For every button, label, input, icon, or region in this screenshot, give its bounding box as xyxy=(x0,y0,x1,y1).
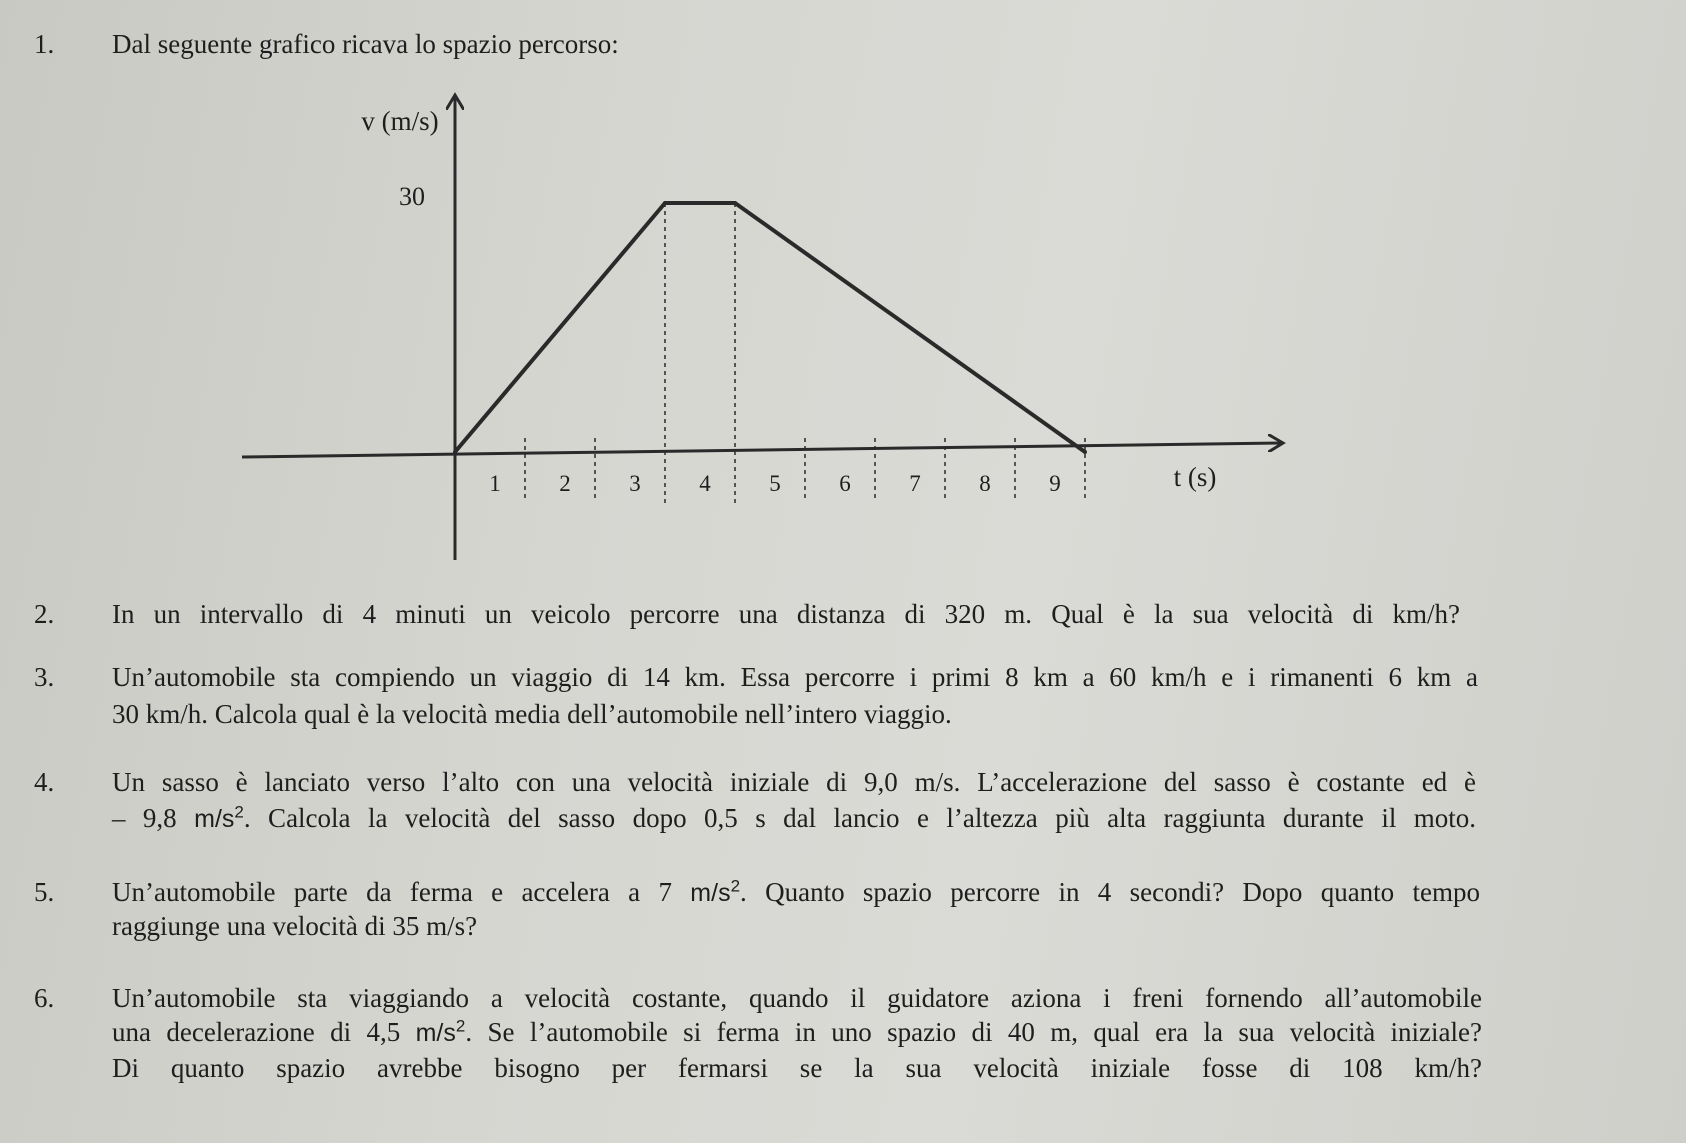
series-point-t4 xyxy=(733,201,737,205)
exercise-6-dec-unit: $m/s^2$ xyxy=(415,1016,466,1047)
y-tick-label-30: 30 xyxy=(399,182,425,211)
exercise-5-line-2: raggiunge una velocità di 35 m/s? xyxy=(112,911,478,941)
series-point-t0 xyxy=(453,450,457,454)
exercise-2-text: In un intervallo di 4 minuti un veicolo percorre una distanza di 320 m. Qual è la sua velocità di km/h? xyxy=(112,599,1460,629)
exercise-4-acc-unit: $m/s^2$ xyxy=(194,802,244,833)
exercise-1-number: 1. xyxy=(34,29,55,59)
exercise-3-number: 3. xyxy=(34,662,55,692)
x-tick-label-3: 3 xyxy=(629,471,641,496)
series-point-t9 xyxy=(1083,450,1087,454)
exercise-5-line-1-start: Un’automobile parte da ferma e accelera a 7 xyxy=(112,877,672,907)
x-tick-label-9: 9 xyxy=(1049,471,1061,496)
exercise-6-dec-value: una decelerazione di 4,5 xyxy=(112,1017,401,1047)
exercise-5-acc-unit: $m/s^2$ xyxy=(690,876,741,907)
series-point-t3 xyxy=(663,201,667,205)
exercise-6-line-3: Di quanto spazio avrebbe bisogno per fermarsi se la sua velocità iniziale fosse di 108 km/h? xyxy=(112,1053,1482,1083)
exercise-6-number: 6. xyxy=(34,983,55,1013)
x-tick-label-8: 8 xyxy=(979,471,991,496)
exercise-3-line-1: Un’automobile sta compiendo un viaggio di 14 km. Essa percorre i primi 8 km a 60 km/h e i rimanenti 6 km a xyxy=(112,662,1478,692)
exercise-5-line-1-rest: . Quanto spazio percorre in 4 secondi? Dopo quanto tempo xyxy=(740,877,1480,907)
exercise-5-number: 5. xyxy=(34,877,55,907)
exercise-5-line-1 xyxy=(112,874,1480,911)
exercise-4-line-2 xyxy=(112,800,1476,837)
exercise-4-line-2-rest: . Calcola la velocità del sasso dopo 0,5 s dal lancio e l’altezza più alta raggiunta durante il moto. xyxy=(243,803,1477,833)
exercise-4-line-1: Un sasso è lanciato verso l’alto con una velocità iniziale di 9,0 m/s. L’accelerazione del sasso è costante ed è xyxy=(112,767,1476,797)
x-axis xyxy=(242,443,1283,457)
exercise-4-acc-value: – 9,8 xyxy=(112,803,177,833)
exercise-1-title: Dal seguente grafico ricava lo spazio percorso: xyxy=(112,29,619,59)
exercise-4-number: 4. xyxy=(34,767,55,797)
exercise-3-line-2: 30 km/h. Calcola qual è la velocità media dell’automobile nell’intero viaggio. xyxy=(112,699,952,729)
series-line-0 xyxy=(455,203,1085,452)
x-axis-title: t (s) xyxy=(1173,462,1217,492)
y-axis-title: v (m/s) xyxy=(361,106,439,136)
exercise-6-line-2 xyxy=(112,1014,1482,1051)
exercise-6-line-2-rest: . Se l’automobile si ferma in uno spazio di 40 m, qual era la sua velocità iniziale? xyxy=(465,1017,1482,1047)
x-tick-label-7: 7 xyxy=(909,471,921,496)
x-tick-label-5: 5 xyxy=(769,471,781,496)
exercise-6-line-1: Un’automobile sta viaggiando a velocità costante, quando il guidatore aziona i freni fornendo all’automobile xyxy=(112,983,1482,1013)
exercise-2-number: 2. xyxy=(34,599,55,629)
x-tick-label-6: 6 xyxy=(839,471,851,496)
x-tick-label-1: 1 xyxy=(489,471,501,496)
x-tick-label-2: 2 xyxy=(559,471,571,496)
x-tick-label-4: 4 xyxy=(699,471,711,496)
